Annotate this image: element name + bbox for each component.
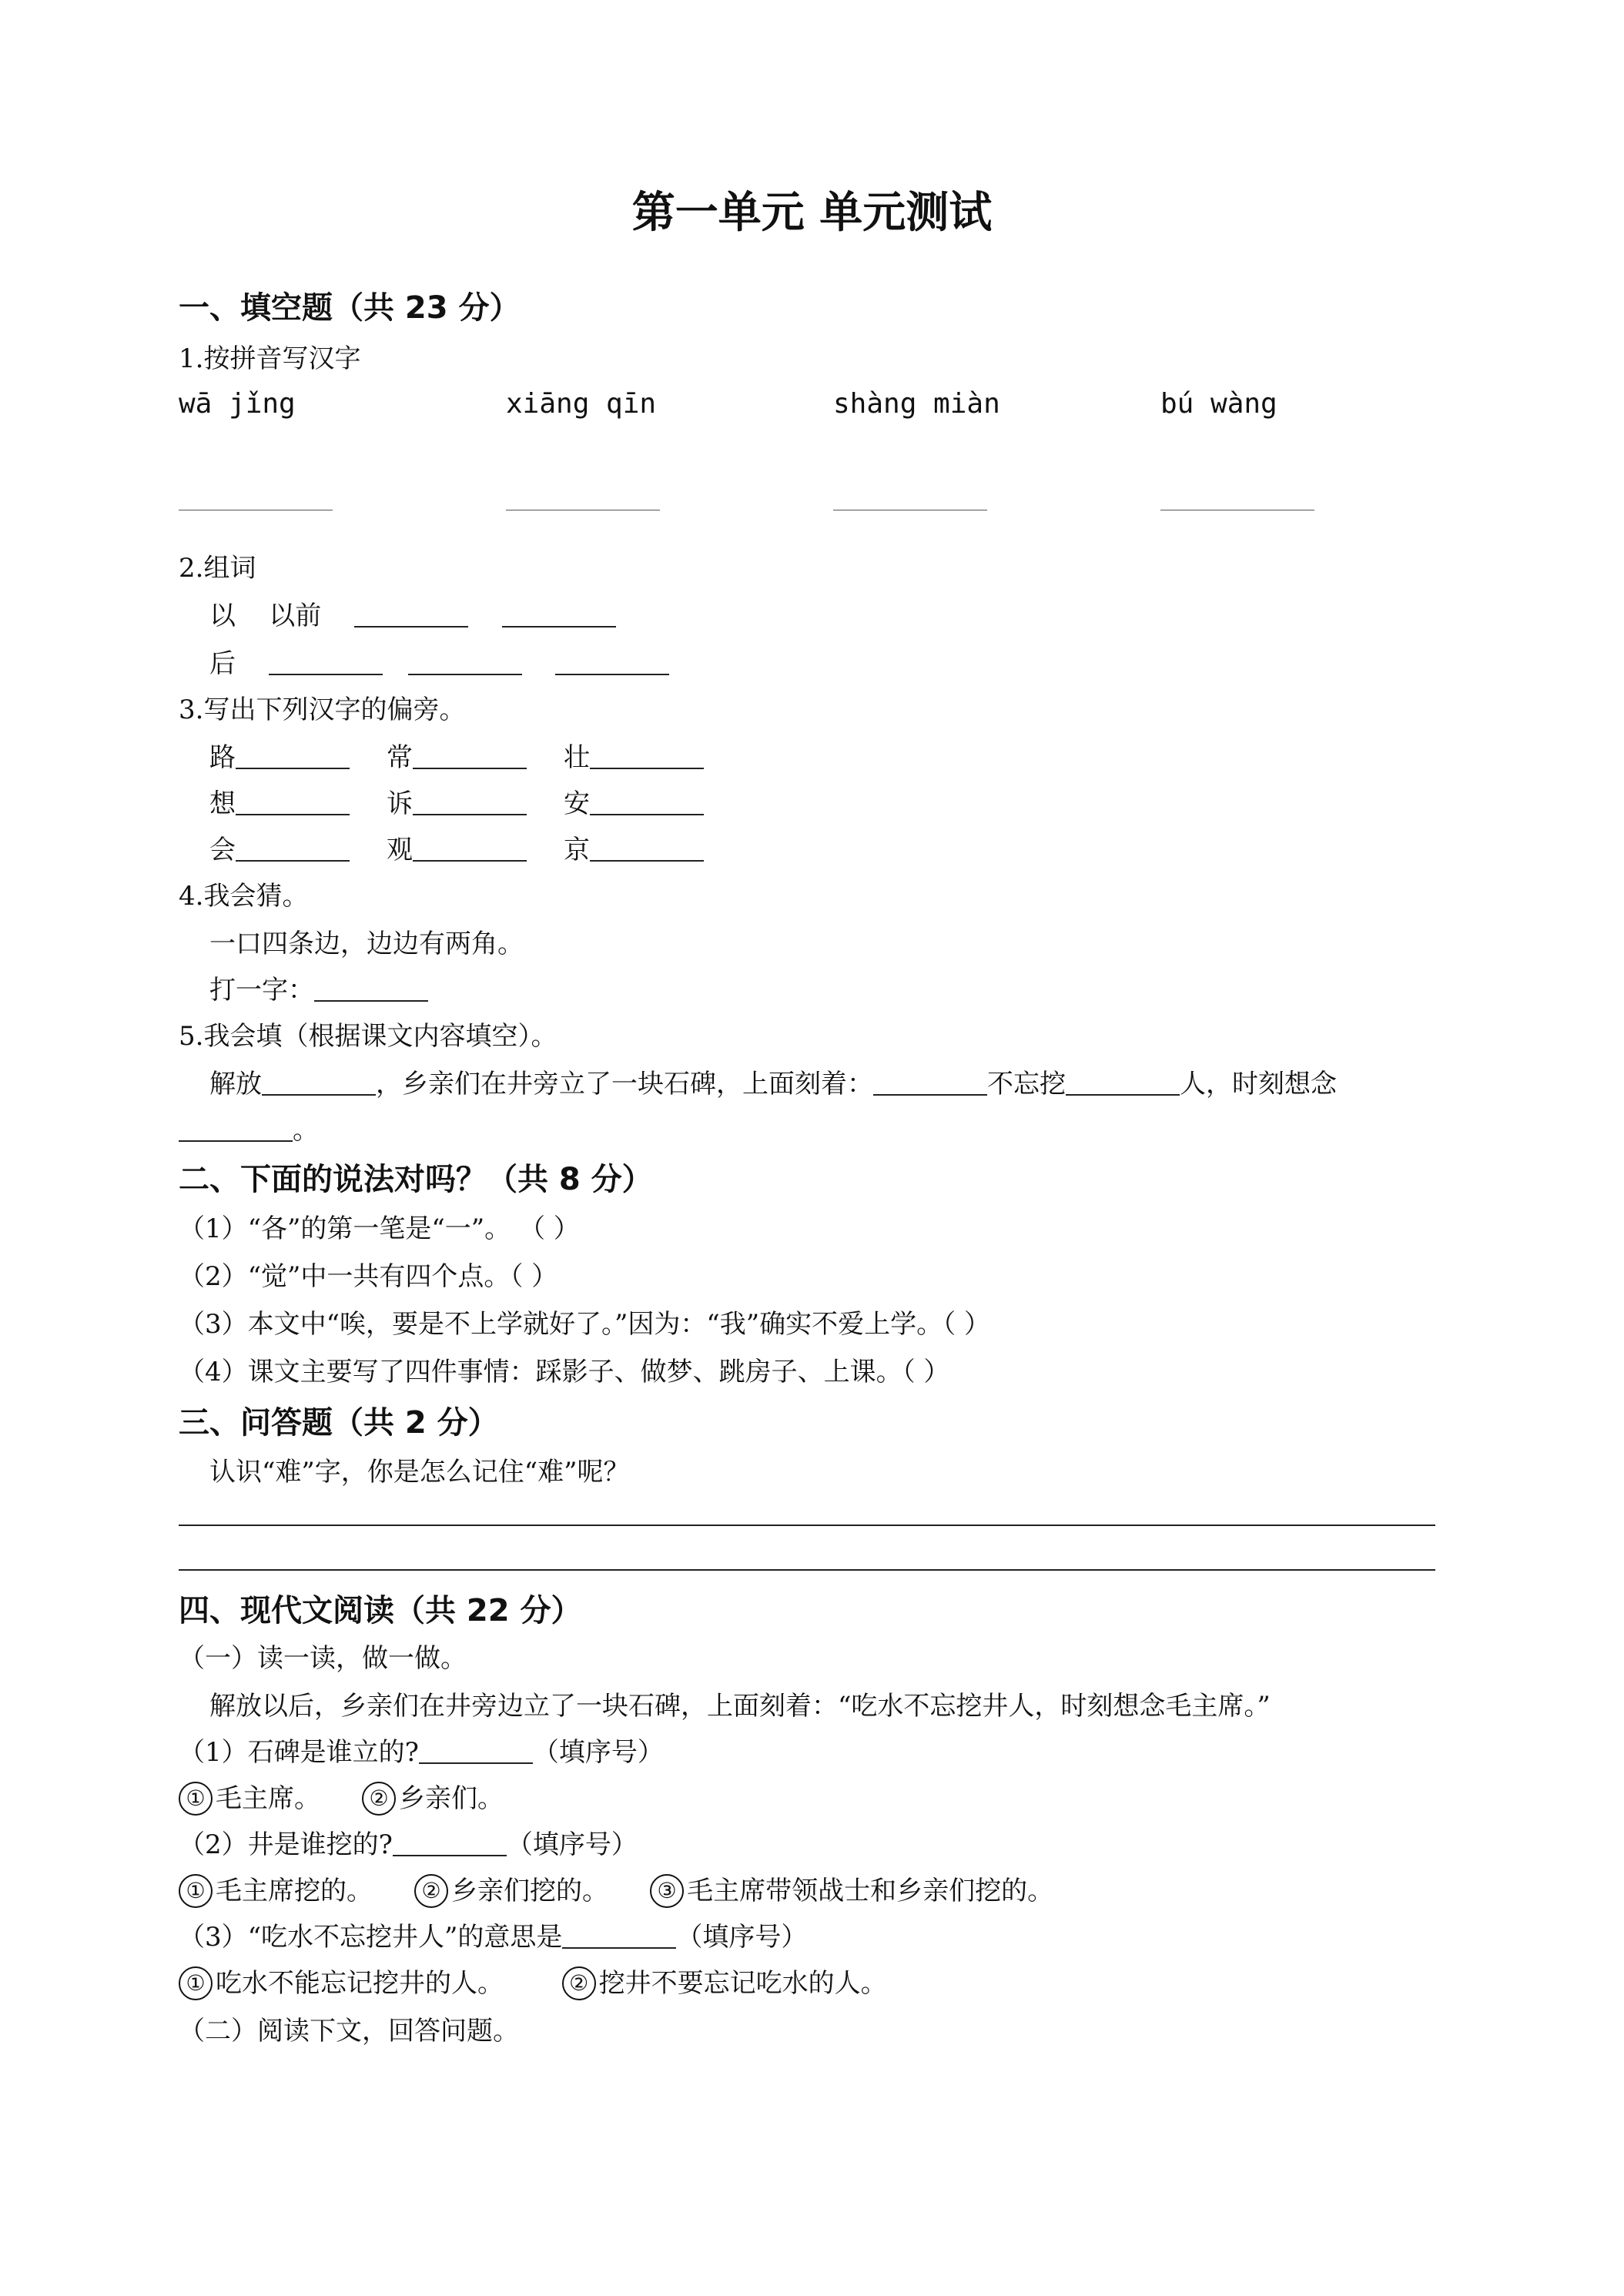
- answer-blank[interactable]: [413, 834, 527, 862]
- reading-q2: [179, 1823, 638, 1861]
- option-number: ②: [362, 1782, 396, 1816]
- answer-blank[interactable]: [413, 741, 527, 769]
- q2-example: 以前: [269, 601, 322, 631]
- answer-line[interactable]: [179, 1569, 1435, 1571]
- answer-blank[interactable]: [354, 600, 468, 628]
- q2-row1: [209, 594, 616, 632]
- radical-char: 路: [209, 742, 236, 773]
- q3-row2: [209, 782, 350, 820]
- q5-text: ，乡亲们在井旁立了一块石碑，上面刻着：: [376, 1069, 873, 1099]
- answer-blank[interactable]: [314, 974, 428, 1002]
- reading-part1: （一）读一读，做一做。: [179, 1643, 467, 1674]
- reading-hint: （填序号）: [676, 1922, 808, 1953]
- qa-question: 认识“难”字，你是怎么记住“难”呢？: [209, 1457, 630, 1488]
- reading-question: （2）井是谁挖的?: [179, 1829, 393, 1860]
- answer-blank[interactable]: [236, 834, 350, 862]
- answer-blank[interactable]: [413, 788, 527, 815]
- answer-blank[interactable]: [408, 648, 522, 675]
- section-short-answer: 三、问答题（共 2 分）: [179, 1405, 499, 1441]
- radical-char: 想: [209, 788, 236, 819]
- option-number: ②: [414, 1874, 448, 1908]
- q3-row2b: [387, 782, 527, 820]
- option-text: 毛主席。: [216, 1783, 320, 1814]
- q3-row2c: [564, 782, 704, 820]
- option-text: 乡亲们挖的。: [451, 1876, 609, 1906]
- q3-label: 3.写出下列汉字的偏旁。: [179, 694, 466, 725]
- q5-text: 人，时刻想念: [1180, 1069, 1337, 1099]
- q3-row3: [209, 828, 350, 866]
- page-title: 第一单元 单元测试: [631, 188, 993, 238]
- pinyin-1: wā jǐng: [179, 388, 296, 420]
- answer-blank[interactable]: [562, 1921, 676, 1949]
- q4-label: 4.我会猜。: [179, 881, 309, 912]
- pinyin-2: xiāng qīn: [506, 388, 657, 420]
- reading-q3-options: [179, 1962, 887, 2000]
- answer-blank[interactable]: [419, 1736, 533, 1764]
- reading-passage: 解放以后，乡亲们在井旁边立了一块石碑，上面刻着：“吃水不忘挖井人，时刻想念毛主席。”: [209, 1691, 1271, 1722]
- section-reading: 四、现代文阅读（共 22 分）: [179, 1593, 582, 1628]
- reading-q1: [179, 1731, 664, 1769]
- answer-blank[interactable]: [502, 600, 616, 628]
- reading-q1-options: [179, 1777, 504, 1816]
- q2-label: 2.组词: [179, 553, 256, 584]
- reading-q2-options: [179, 1869, 1053, 1908]
- answer-blank[interactable]: [393, 1829, 507, 1856]
- pinyin-3: shàng miàn: [833, 388, 1000, 420]
- answer-blank[interactable]: [555, 648, 669, 675]
- q5-text: 不忘挖: [987, 1069, 1066, 1099]
- option-text: 毛主席带领战士和乡亲们挖的。: [687, 1876, 1054, 1906]
- section-true-false: 二、下面的说法对吗？（共 8 分）: [179, 1162, 653, 1197]
- radical-char: 会: [209, 835, 236, 865]
- q4-prompt: 打一字：: [209, 975, 314, 1006]
- answer-blank[interactable]: [236, 788, 350, 815]
- answer-blank[interactable]: [179, 1114, 293, 1142]
- answer-blank[interactable]: [269, 648, 383, 675]
- q1-label: 1.按拼音写汉字: [179, 343, 361, 374]
- option-number: ③: [650, 1874, 684, 1908]
- option-text: 乡亲们。: [399, 1783, 504, 1814]
- q4-answer-row: [209, 969, 428, 1006]
- q5-sentence: [209, 1063, 1337, 1100]
- answer-blank[interactable]: [262, 1068, 376, 1096]
- q3-row1b: [387, 736, 527, 774]
- option-number: ①: [179, 1966, 213, 2000]
- q5-text: 。: [293, 1115, 319, 1146]
- answer-blank[interactable]: [236, 741, 350, 769]
- judge-item: （4）课文主要写了四件事情：踩影子、做梦、跳房子、上课。（ ）: [179, 1357, 950, 1387]
- q2-char-2: 后: [209, 648, 236, 679]
- q3-row1: [209, 736, 350, 774]
- radical-char: 观: [387, 835, 413, 865]
- q5-sentence-end: [179, 1109, 319, 1146]
- reading-question: （3）“吃水不忘挖井人”的意思是: [179, 1922, 563, 1953]
- option-text: 毛主席挖的。: [216, 1876, 373, 1906]
- option-text: 挖井不要忘记吃水的人。: [598, 1968, 887, 1999]
- answer-blank[interactable]: [590, 834, 704, 862]
- section-fill-in: 一、填空题（共 23 分）: [179, 290, 521, 326]
- answer-blank[interactable]: [873, 1068, 987, 1096]
- reading-part2: （二）阅读下文，回答问题。: [179, 2016, 519, 2047]
- reading-hint: （填序号）: [506, 1829, 638, 1860]
- q3-row1c: [564, 736, 704, 774]
- judge-item: （1）“各”的第一笔是“一”。 （ ）: [179, 1213, 580, 1244]
- judge-item: （2）“觉”中一共有四个点。（ ）: [179, 1261, 558, 1292]
- q5-text: 解放: [209, 1069, 262, 1099]
- reading-question: （1）石碑是谁立的?: [179, 1737, 419, 1768]
- answer-line[interactable]: [179, 1525, 1435, 1526]
- radical-char: 安: [564, 788, 590, 819]
- q2-row2: [209, 642, 669, 680]
- q3-row3b: [387, 828, 527, 866]
- answer-blank[interactable]: [1066, 1068, 1180, 1096]
- radical-char: 常: [387, 742, 413, 773]
- reading-hint: （填序号）: [532, 1737, 664, 1768]
- radical-char: 京: [564, 835, 590, 865]
- q3-row3c: [564, 828, 704, 866]
- q4-riddle: 一口四条边，边边有两角。: [209, 929, 524, 959]
- q2-char-1: 以: [209, 601, 236, 631]
- answer-blank[interactable]: [590, 788, 704, 815]
- radical-char: 诉: [387, 788, 413, 819]
- option-number: ①: [179, 1782, 213, 1816]
- judge-item: （3）本文中“唉，要是不上学就好了。”因为：“我”确实不爱上学。（ ）: [179, 1309, 990, 1340]
- q5-label: 5.我会填（根据课文内容填空）。: [179, 1021, 558, 1052]
- reading-q3: [179, 1916, 807, 1953]
- option-number: ①: [179, 1874, 213, 1908]
- radical-char: 壮: [564, 742, 590, 773]
- answer-blank[interactable]: [590, 741, 704, 769]
- pinyin-4: bú wàng: [1160, 388, 1277, 420]
- option-number: ②: [562, 1966, 596, 2000]
- option-text: 吃水不能忘记挖井的人。: [216, 1968, 504, 1999]
